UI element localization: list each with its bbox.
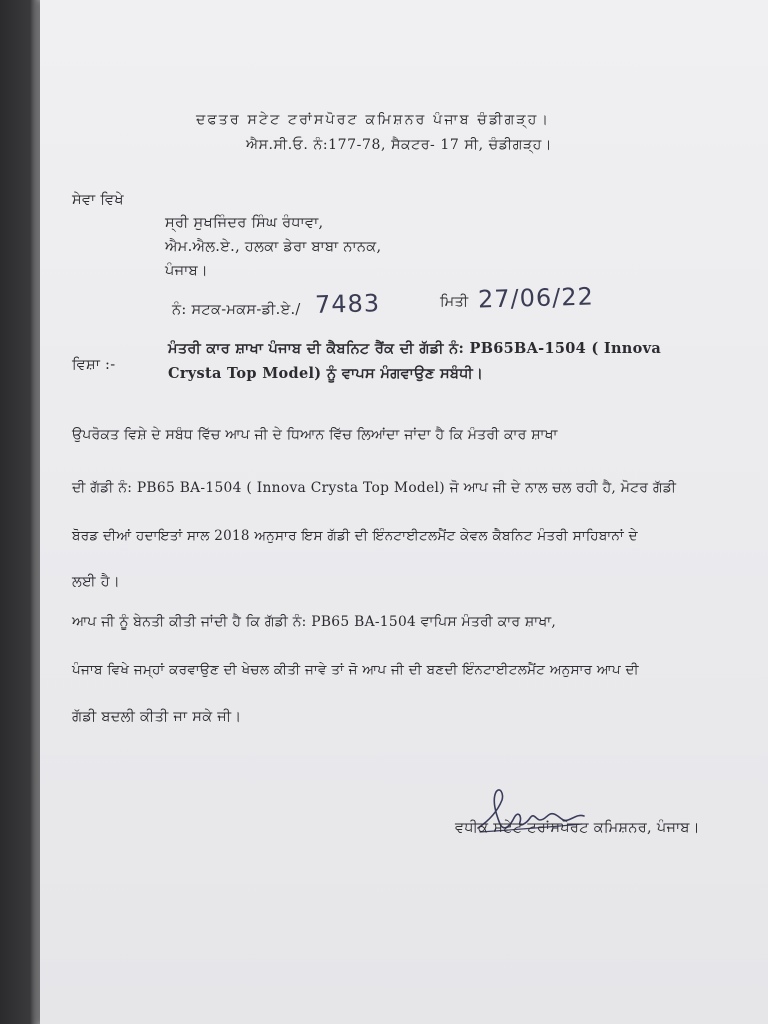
addressee-name: ਸ੍ਰੀ ਸੁਖਜਿੰਦਰ ਸਿੰਘ ਰੰਧਾਵਾ, bbox=[165, 215, 324, 231]
signatory-title: ਵਧੀਕ ਸਟੇਟ ਟਰਾਂਸਪੋਰਟ ਕਮਿਸ਼ਨਰ, ਪੰਜਾਬ। bbox=[455, 820, 700, 836]
body-paragraph-2-line-3: ਗੱਡੀ ਬਦਲੀ ਕੀਤੀ ਜਾ ਸਕੇ ਜੀ। bbox=[72, 709, 242, 725]
body-paragraph-1-line-4: ਲਈ ਹੈ। bbox=[72, 574, 121, 590]
subject-line-1: ਮੰਤਰੀ ਕਾਰ ਸ਼ਾਖਾ ਪੰਜਾਬ ਦੀ ਕੈਬਨਿਟ ਰੈਂਕ ਦੀ ਗੱਡੀ ਨੰ: PB65BA-1504 ( Innova bbox=[168, 340, 662, 357]
body-paragraph-2-line-2: ਪੰਜਾਬ ਵਿਖੇ ਜਮ੍ਹਾਂ ਕਰਵਾਉਣ ਦੀ ਖੇਚਲ ਕੀਤੀ ਜਾਵੇ ਤਾਂ ਜੋ ਆਪ ਜੀ ਦੀ ਬਣਦੀ ਇੰਨਟਾਈਟਲਮੈਂਟ ਅਨੁਸਾਰ ਆਪ ਦੀ bbox=[72, 662, 639, 678]
addressee-state: ਪੰਜਾਬ। bbox=[165, 263, 208, 279]
date-handwritten: 27/06/22 bbox=[477, 282, 595, 314]
letterhead-address: ਐਸ.ਸੀ.ਓ. ਨੰ:177-78, ਸੈਕਟਰ- 17 ਸੀ, ਚੰਡੀਗੜ੍ਹ। bbox=[246, 137, 552, 153]
addressee-designation: ਐਮ.ਐਲ.ਏ., ਹਲਕਾ ਡੇਰਾ ਬਾਬਾ ਨਾਨਕ, bbox=[165, 239, 382, 255]
body-paragraph-1-line-2: ਦੀ ਗੱਡੀ ਨੰ: PB65 BA-1504 ( Innova Crysta Top Model) ਜੋ ਆਪ ਜੀ ਦੇ ਨਾਲ ਚਲ ਰਹੀ ਹੈ, ਮੋਟਰ ਗੱਡੀ bbox=[72, 480, 677, 496]
body-paragraph-2-line-1: ਆਪ ਜੀ ਨੂੰ ਬੇਨਤੀ ਕੀਤੀ ਜਾਂਦੀ ਹੈ ਕਿ ਗੱਡੀ ਨੰ: PB65 BA-1504 ਵਾਪਿਸ ਮੰਤਰੀ ਕਾਰ ਸ਼ਾਖਾ, bbox=[72, 614, 557, 630]
subject-label: ਵਿਸ਼ਾ :- bbox=[72, 357, 116, 373]
letterhead-office: ਦਫਤਰ ਸਟੇਟ ਟਰਾਂਸਪੋਰਟ ਕਮਿਸ਼ਨਰ ਪੰਜਾਬ ਚੰਡੀਗੜ੍ਹ। bbox=[196, 112, 551, 128]
salutation: ਸੇਵਾ ਵਿਖੇ bbox=[72, 192, 124, 208]
subject-line-2: Crysta Top Model) ਨੂੰ ਵਾਪਸ ਮੰਗਵਾਉਣ ਸਬੰਧੀ। bbox=[168, 365, 484, 382]
date-label: ਮਿਤੀ bbox=[440, 294, 469, 310]
body-paragraph-1-line-3: ਬੋਰਡ ਦੀਆਂ ਹਦਾਇਤਾਂ ਸਾਲ 2018 ਅਨੁਸਾਰ ਇਸ ਗੱਡੀ ਦੀ ਇੰਨਟਾਈਟਲਮੈਂਟ ਕੇਵਲ ਕੈਬਨਿਟ ਮੰਤਰੀ ਸਾਹਿਬਾਨਾਂ ਦੇ bbox=[72, 528, 638, 544]
reference-number-handwritten: 7483 bbox=[314, 289, 381, 319]
body-paragraph-1-line-1: ਉਪਰੋਕਤ ਵਿਸ਼ੇ ਦੇ ਸਬੰਧ ਵਿੱਚ ਆਪ ਜੀ ਦੇ ਧਿਆਨ ਵਿੱਚ ਲਿਆਂਦਾ ਜਾਂਦਾ ਹੈ ਕਿ ਮੰਤਰੀ ਕਾਰ ਸ਼ਾਖਾ bbox=[72, 427, 558, 443]
reference-prefix: ਨੰ: ਸਟਕ-ਮਕਸ-ਡੀ.ਏ./ bbox=[172, 302, 301, 318]
